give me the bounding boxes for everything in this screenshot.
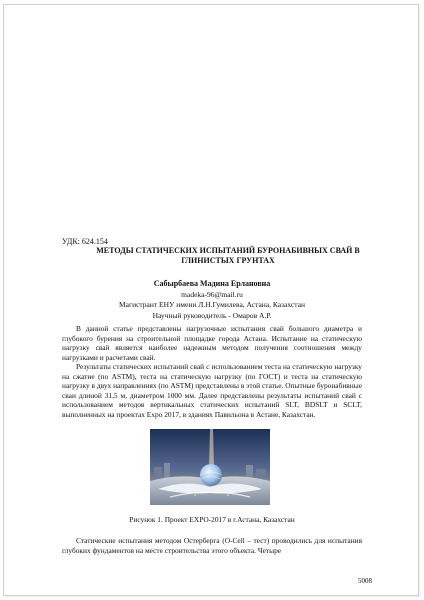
author-affiliation: Магистрант ЕНУ имени Л.Н.Гумилева, Астана, Казахстан <box>119 300 305 309</box>
scientific-supervisor: Научный руководитель - Омаров А.Р. <box>152 311 272 320</box>
results-paragraph: Результаты статических испытаний свай с использованием теста на статическую нагрузку на сжатие (по ASTM), теста на статическую нагрузку (по ГОСТ) и теста на статическую нагрузку в двух направлениях (по ASTM) представлены в этой статье. Опытные буронабивные сваи длиной 31,5 м, диаметром 1000 мм. Далее представлены результаты испытаний свай с использованием методов вертикальных статических испытаний SLT, BDSLT и SCLT, выполненных на проектах Expo 2017, в зданиях Павильона в Астане, Казахстан. <box>62 362 362 419</box>
page-number: 5008 <box>358 577 372 585</box>
figure-caption: Рисунок 1. Проект EXPO-2017 в г.Астана, Казахстан <box>129 515 295 524</box>
paper-title: МЕТОДЫ СТАТИЧЕСКИХ ИСПЫТАНИЙ БУРОНАБИВНЫХ СВАЙ В ГЛИНИСТЫХ ГРУНТАХ <box>96 246 360 265</box>
expo-2017-illustration <box>150 429 270 505</box>
author-email: madeka-96@mail.ru <box>181 290 243 299</box>
abstract-paragraph: В данной статье представлены нагрузочные испытания свай большого диаметра и глубокого бурения на строительной площадке города Астана. Испытание на статическую нагрузку свай является наиболее надежным методом получения соотношения между нагрузками и расчетами свай. <box>62 324 362 362</box>
expo-2017-photo <box>150 429 270 505</box>
methods-paragraph: Статические испытания методом Остерберга (O-Cell – тест) проводились для испытания глубоких фундаментов на месте строительства этого объекта. Четыре <box>62 536 362 555</box>
udc-code: УДК: 624.154 <box>62 237 108 246</box>
author-name: Сабырбаева Мадина Ерлановна <box>153 279 271 288</box>
